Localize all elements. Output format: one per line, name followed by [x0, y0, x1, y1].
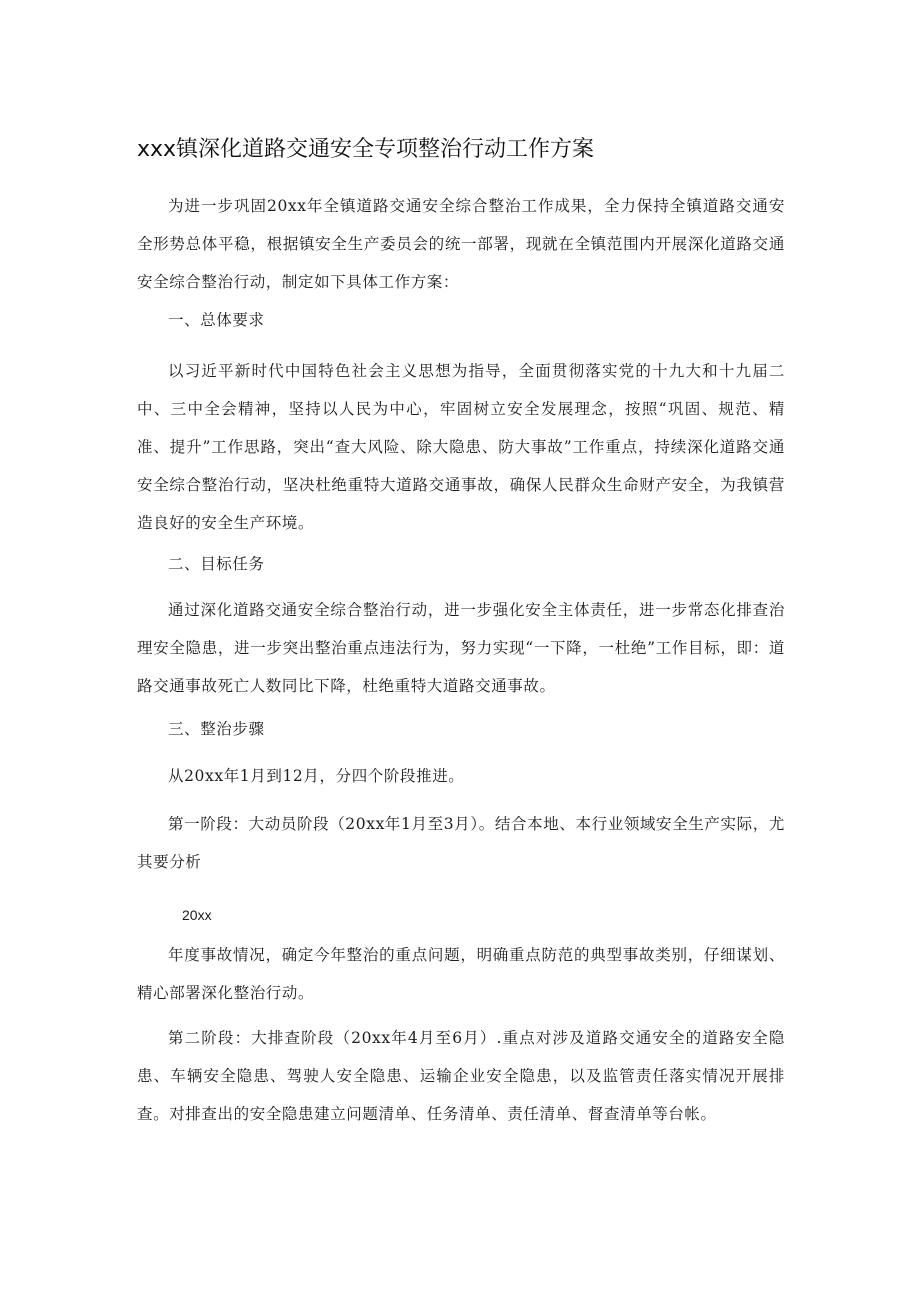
section-heading-general-requirements: 一、总体要求	[168, 311, 265, 329]
general-requirements-paragraph: 以习近平新时代中国特色社会主义思想为指导，全面贯彻落实党的十九大和十九届二中、三中全会精神，坚持以人民为中心，牢固树立安全发展理念，按照“巩固、规范、精准、提升”工作思路，突出“查大风险、除大隐患、防大事故”工作重点，持续深化道路交通安全综合整治行动，坚决杜绝重特大道路交通事故，确保人民群众生命财产安全，为我镇营造良好的安全生产环境。	[137, 362, 785, 532]
stage1-paragraph: 第一阶段：大动员阶段（20xx年1月至3月）。结合本地、本行业领域安全生产实际，尤其要分析	[137, 815, 785, 871]
stage1-year-fragment: 20xx	[182, 907, 212, 923]
section-heading-steps: 三、整治步骤	[168, 720, 265, 738]
stage1-continuation-paragraph: 年度事故情况，确定今年整治的重点问题，明确重点防范的典型事故类别，仔细谋划、精心部署深化整治行动。	[137, 946, 785, 1002]
intro-paragraph: 为进一步巩固20xx年全镇道路交通安全综合整治工作成果，全力保持全镇道路交通安全形势总体平稳，根据镇安全生产委员会的统一部署，现就在全镇范围内开展深化道路交通安全综合整治行动，制定如下具体工作方案：	[137, 197, 785, 291]
section-heading-objectives: 二、目标任务	[168, 555, 265, 573]
steps-overview-paragraph: 从20xx年1月到12月，分四个阶段推进。	[168, 767, 465, 785]
objectives-paragraph: 通过深化道路交通安全综合整治行动，进一步强化安全主体责任，进一步常态化排查治理安全隐患，进一步突出整治重点违法行为，努力实现“一下降，一杜绝”工作目标，即：道路交通事故死亡人数同比下降，杜绝重特大道路交通事故。	[137, 601, 785, 695]
stage2-paragraph: 第二阶段：大排查阶段（20xx年4月至6月）.重点对涉及道路交通安全的道路安全隐患、车辆安全隐患、驾驶人安全隐患、运输企业安全隐患，以及监管责任落实情况开展排查。对排查出的安全隐患建立问题清单、任务清单、责任清单、督查清单等台帐。	[137, 1029, 785, 1123]
document-title: xxx镇深化道路交通安全专项整治行动工作方案	[137, 137, 595, 162]
